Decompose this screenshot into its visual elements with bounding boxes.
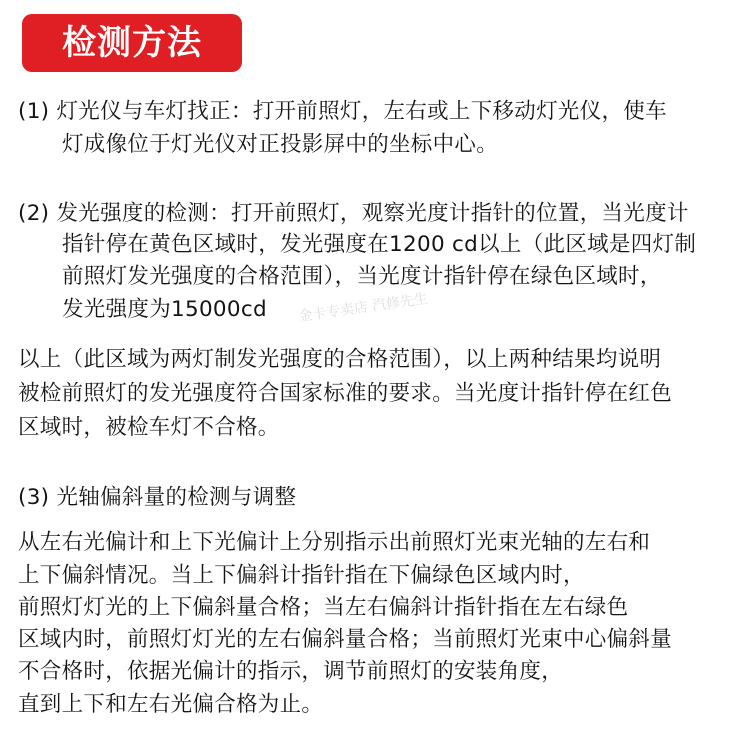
text-line: 上下偏斜情况。当上下偏斜计指针指在下偏绿色区域内时，	[18, 563, 585, 588]
text-line: 不合格时，依据光偏计的指示，调节前照灯的安装角度，	[18, 659, 564, 684]
text-line: 前照灯灯光的上下偏斜量合格；当左右偏斜计指针指在左右绿色	[18, 595, 629, 620]
text-line: 区域时，被检车灯不合格。	[18, 415, 280, 440]
text-line: 从左右光偏计和上下光偏计上分别指示出前照灯光束光轴的左右和	[18, 530, 651, 555]
text-line: (3) 光轴偏斜量的检测与调整	[18, 485, 297, 510]
text-line: 直到上下和左右光偏合格为止。	[18, 692, 324, 717]
text-line: 灯成像位于灯光仪对正投影屏中的坐标中心。	[62, 132, 499, 157]
text-line: 发光强度为15000cd	[62, 297, 267, 322]
watermark: 金卡专卖店 汽修先生	[297, 291, 429, 325]
section-title: 检测方法	[22, 14, 242, 72]
text-line: (2) 发光强度的检测：打开前照灯，观察光度计指针的位置，当光度计	[18, 201, 689, 226]
text-line: 区域内时，前照灯灯光的左右偏斜量合格；当前照灯光束中心偏斜量	[18, 627, 673, 652]
text-line: 指针停在黄色区域时，发光强度在1200 cd以上（此区域是四灯制	[62, 232, 697, 257]
text-line: (1) 灯光仪与车灯找正：打开前照灯，左右或上下移动灯光仪，使车	[18, 99, 667, 124]
text-line: 以上（此区域为两灯制发光强度的合格范围），以上两种结果均说明	[18, 347, 662, 372]
text-line: 被检前照灯的发光强度符合国家标准的要求。当光度计指针停在红色	[18, 381, 673, 406]
text-line: 前照灯发光强度的合格范围），当光度计指针停在绿色区域时，	[62, 264, 662, 289]
